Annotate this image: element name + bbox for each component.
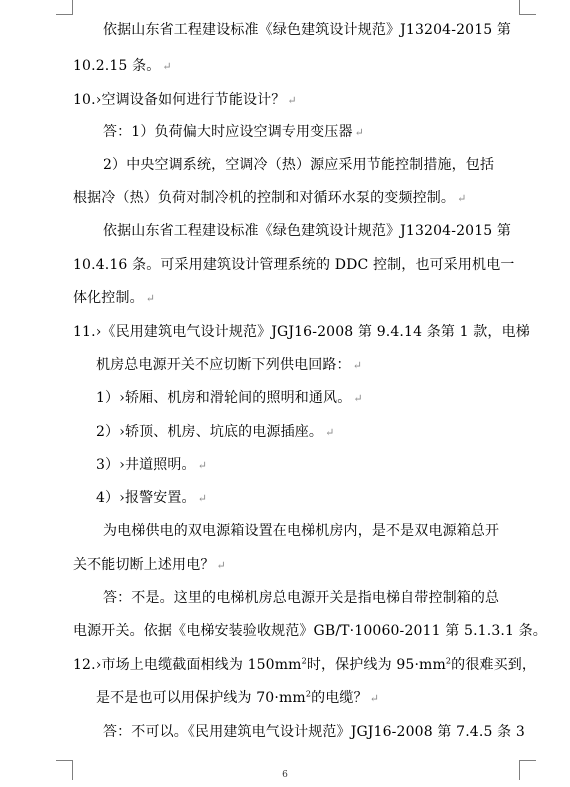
paragraph-mark-icon: ↵ — [354, 126, 364, 139]
paragraph-mark-icon: ↵ — [325, 426, 335, 439]
paragraph-mark-icon: ↵ — [457, 192, 467, 205]
text-line: 电源开关。依据《电梯安装验收规范》GB/T·10060-2011 第 5.1.3.1 条。 — [73, 623, 547, 639]
text-line: 根据冷（热）负荷对制冷机的控制和对循环水泵的变频控制。 ↵ — [73, 190, 467, 206]
text-line: 2）中央空调系统，空调冷（热）源应采用节能控制措施，包括 — [103, 157, 495, 173]
superscript: 2 — [301, 656, 307, 666]
paragraph-mark-icon: ↵ — [162, 60, 172, 73]
crop-mark-top-left-v — [72, 0, 73, 14]
text-line: 10.4.16 条。可采用建筑设计管理系统的 DDC 控制，也可采用机电一 — [73, 257, 515, 273]
crop-mark-bottom-left-h — [56, 760, 73, 761]
paragraph-mark-icon: ↵ — [216, 559, 226, 572]
text-line: 依据山东省工程建设标准《绿色建筑设计规范》J13204-2015 第 — [103, 22, 512, 38]
text-line: 机房总电源开关不应切断下列供电回路： ↵ — [96, 357, 363, 373]
crop-mark-top-left-h — [56, 14, 73, 15]
text-line: 依据山东省工程建设标准《绿色建筑设计规范》J13204-2015 第 — [103, 223, 512, 239]
text-line: 答：1）负荷偏大时应设空调专用变压器 ↵ — [103, 124, 364, 140]
paragraph-mark-icon: ↵ — [352, 359, 363, 372]
list-item: 2）›轿顶、机房、坑底的电源插座。 ↵ — [96, 424, 335, 440]
text-line: 关不能切断上述用电？ ↵ — [73, 557, 226, 573]
list-item: 3）›井道照明。 ↵ — [96, 457, 208, 473]
question-heading: 11.›《民用建筑电气设计规范》JGJ16-2008 第 9.4.14 条第 1 款，电梯 — [73, 324, 530, 340]
paragraph-mark-icon: ↵ — [353, 392, 363, 405]
text-line: 体化控制。 ↵ — [73, 290, 156, 306]
question-heading: 10.›空调设备如何进行节能设计？ ↵ — [73, 92, 297, 108]
text-line: 是不是也可以用保护线为 $70\cdot mm^2$的电缆？ ↵ — [96, 689, 380, 706]
crop-mark-top-right-v — [519, 0, 520, 14]
text-line: 答：不可以。《民用建筑电气设计规范》JGJ16-2008 第 7.4.5 条 3 — [103, 724, 525, 740]
paragraph-mark-icon: ↵ — [287, 94, 297, 107]
list-item: 1）›轿厢、机房和滑轮间的照明和通风。 ↵ — [96, 390, 363, 406]
text-line: 为电梯供电的双电源箱设置在电梯机房内，是不是双电源箱总开 — [103, 523, 500, 539]
paragraph-mark-icon: ↵ — [145, 292, 156, 305]
paragraph-mark-icon: ↵ — [197, 492, 208, 505]
superscript: 2 — [305, 689, 312, 699]
text-line: 答：不是。这里的电梯机房总电源开关是指电梯自带控制箱的总 — [103, 590, 500, 606]
text-line: 10.2.15 条。 ↵ — [73, 58, 172, 74]
crop-mark-top-right-h — [519, 14, 536, 15]
question-heading: 12.›市场上电缆截面相线为 $150mm^2$时，保护线为 $95\cdot mm^2$的很难买到， — [73, 656, 537, 673]
superscript: 2 — [445, 656, 452, 666]
page-number: 6 — [282, 770, 288, 780]
paragraph-mark-icon: ↵ — [197, 459, 208, 472]
crop-mark-bottom-right-h — [519, 760, 536, 761]
list-item: 4）›报警安置。 ↵ — [96, 490, 208, 506]
paragraph-mark-icon: ↵ — [369, 692, 380, 705]
